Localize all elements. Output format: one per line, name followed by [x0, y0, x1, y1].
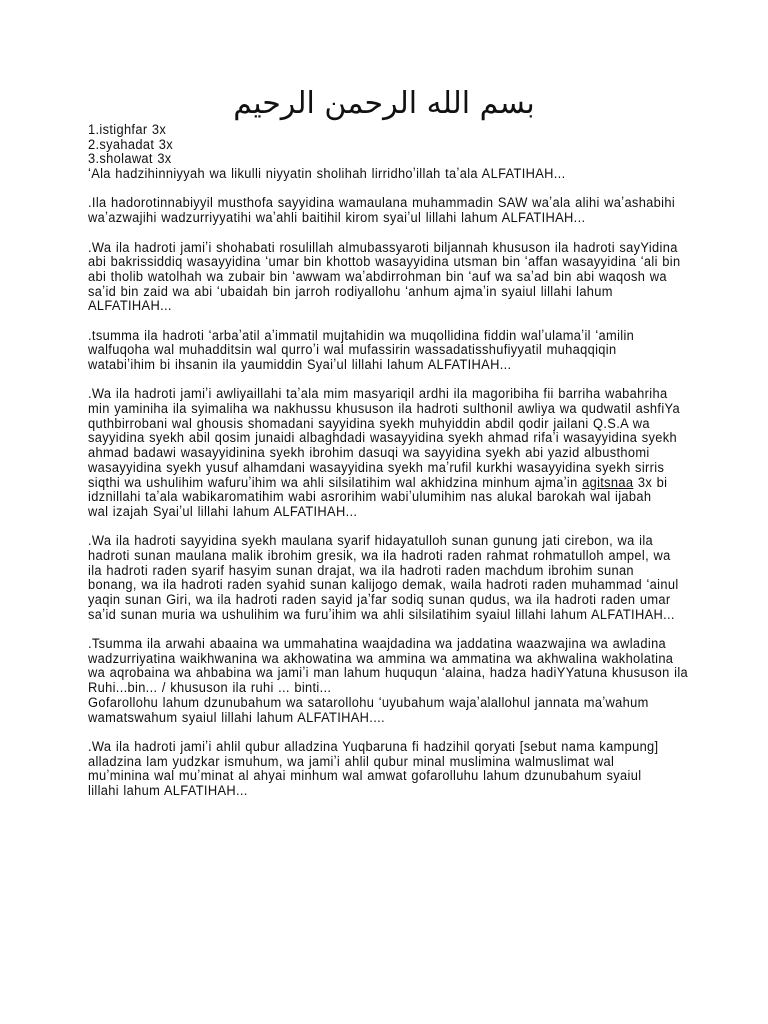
text-line: .Wa ila hadroti jamiʼi ahlil qubur alladzina Yuqbaruna fi hadzihil qoryati [sebut nama kampung]	[88, 738, 659, 754]
paragraph-4	[88, 386, 680, 519]
text-line: abi bakrissiddiq wasayyidina ʻumar bin khottob wasayyidina utsman bin ʻaffan wasayyidina ʻali bin	[88, 254, 681, 270]
paragraph-5	[88, 533, 679, 622]
text-line: min yaminiha ila syimaliha wa nakhussu khususon ila hadroti sulthonil awliya wa qudwatil ashfiYa	[88, 401, 680, 417]
paragraph-gap	[88, 373, 664, 388]
text-line: muʼminina wal muʼminat al ahyai minhum wal amwat gofarolluhu lahum dzunubahum syaiul	[88, 768, 642, 784]
paragraph-7	[88, 740, 664, 799]
text-line: 3.sholawat 3x	[88, 151, 172, 167]
text-line: bonang, wa ila hadroti raden syahid sunan kalijogo demak, waila hadroti raden muhammad ʻainul	[88, 577, 679, 593]
text-segment: siqthi wa ushulihim wafuruʼihim wa ahli silsilatihim wal akhidzina minhum ajmaʼin	[88, 474, 583, 490]
paragraph-6	[88, 636, 688, 725]
text-line-with-underline	[88, 474, 668, 491]
text-line: walfuqoha wal muhadditsin wal qurroʼi wal mufassirin wassadatisshufiyyatil muhaqqiqin	[88, 342, 617, 358]
paragraph-gap	[88, 622, 664, 637]
text-line: wa aqrobaina wa ahbabina wa jamiʼi man lahum huququn ʻalaina, hadza hadiYYatuna khususon ila	[88, 665, 688, 681]
document-body	[88, 122, 688, 799]
text-line: sayyidina syekh abil qosim junaidi albaghdadi wasayyidina syekh ahmad rifaʼi wasayyidina syekh	[88, 430, 677, 446]
text-line: hadroti sunan maulana malik ibrohim gresik, wa ila hadroti raden rahmat rohmatulloh ampel, wa	[88, 547, 671, 563]
text-line: watabiʼihim bi ihsanin ila yaumiddin Syaiʼul lillahi lahum ALFATIHAH...	[88, 357, 512, 372]
text-line: .Ila hadorotinnabiyyil musthofa sayyidina wamaulana muhammadin SAW waʼala alihi waʼashabihi	[88, 195, 676, 211]
text-line: .tsumma ila hadroti ʻarbaʼatil aʼimmatil mujtahidin wa muqollidina fiddin walʼulamaʼil ʻamilin	[88, 327, 635, 343]
text-line: Ruhi...bin... / khususon ila ruhi ... binti...	[88, 680, 332, 696]
underlined-word: agitsnaa	[582, 474, 634, 490]
arabic-heading: بسم الله الرحمن الرحيم	[233, 86, 535, 121]
text-line: abi tholib watolhah wa zubair bin ʻawwam waʼabdirrohman bin ʻauf wa saʼad bin abi waqosh wa	[88, 268, 667, 284]
text-line: .Tsumma ila arwahi abaaina wa ummahatina waajdadina wa jaddatina waazwajina wa awladina	[88, 636, 667, 652]
text-line: ahmad badawi wasayyidinina syekh ibrohim dasuqi wa sayyidina syekh abi yazid albusthomi	[88, 445, 650, 461]
text-line: wadzurriyatina waikhwanina wa akhowatina wa ammina wa ammatina wa akhwalina wakholatina	[88, 650, 674, 666]
text-line: waʼazwajihi wadzurriyyatihi waʼahli baitihil kirom syaiʼul lillahi lahum ALFATIHAH...	[88, 210, 586, 226]
text-line: ALFATIHAH...	[88, 298, 172, 314]
text-segment: 3x bi	[633, 474, 668, 490]
text-line: saʼid sunan muria wa ushulihim wa furuʼihim wa ahli silsilatihim syaiul lillahi lahum ALFATIHAH...	[88, 606, 675, 622]
paragraph-gap	[88, 520, 664, 535]
text-line: .Wa ila hadroti sayyidina syekh maulana syarif hidayatulloh sunan gunung jati cirebon, wa ila	[88, 533, 654, 549]
text-line: wamatswahum syaiul lillahi lahum ALFATIHAH....	[88, 709, 385, 725]
text-line: alladzina lam yudzkar ismuhum, wa jamiʼi ahlil qubur minal muslimina walmuslimat wal	[88, 753, 615, 769]
paragraph-gap	[88, 314, 664, 329]
text-line: yaqin sunan Giri, wa ila hadroti raden sayid jaʼfar sodiq sunan qudus, wa ila hadroti raden umar	[88, 592, 671, 607]
text-line: ila hadroti raden syarif hasyim sunan drajat, wa ila hadroti raden machdum ibrohim sunan	[88, 562, 634, 578]
text-line: 2.syahadat 3x	[88, 136, 174, 152]
paragraph-gap	[88, 182, 664, 197]
text-line: idznillahi taʼala wabikaromatihim wabi asrorihim wabiʼulumihim nas alukal barokah wal ijabah	[88, 489, 652, 505]
text-line: ʻAla hadzihinniyyah wa likulli niyyatin sholihah lirridhoʼillah taʼala ALFATIHAH...	[88, 166, 566, 182]
text-line: .Wa ila hadroti jamiʼi shohabati rosulillah almubassyaroti biljannah khususon ila hadroti sayYidina	[88, 239, 678, 255]
paragraph-1	[88, 195, 676, 226]
paragraph-gap	[88, 725, 664, 740]
text-line: quthbirrobani wal ghousis shomadani sayyidina syekh muhyiddin abdil qodir jailani Q.S.A wa	[88, 415, 650, 431]
intro-block	[88, 123, 664, 182]
text-line: .Wa ila hadroti jamiʼi awliyaillahi taʼala mim masyariqil ardhi ila magoribiha fii barriha wabahriha	[88, 386, 668, 402]
text-line: wasayyidina syekh yusuf alhamdani wasayyidina syekh maʼrufil kurkhi wasayyidina syekh sirris	[88, 459, 665, 475]
paragraph-2	[88, 239, 681, 314]
text-line: wal izajah Syaiʼul lillahi lahum ALFATIHAH...	[88, 503, 358, 519]
text-line: saʼid bin zaid wa abi ʻubaidah bin jarroh rodiyallohu ʻanhum ajmaʼin syaiul lillahi lahum	[88, 283, 613, 299]
paragraph-3	[88, 329, 664, 373]
text-line: Gofarollohu lahum dzunubahum wa satarollohu ʻuyubahum wajaʼalallohul jannata maʼwahum	[88, 694, 649, 710]
text-line: 1.istighfar 3x	[88, 122, 167, 137]
paragraph-gap	[88, 226, 664, 241]
text-line: lillahi lahum ALFATIHAH...	[88, 782, 248, 798]
